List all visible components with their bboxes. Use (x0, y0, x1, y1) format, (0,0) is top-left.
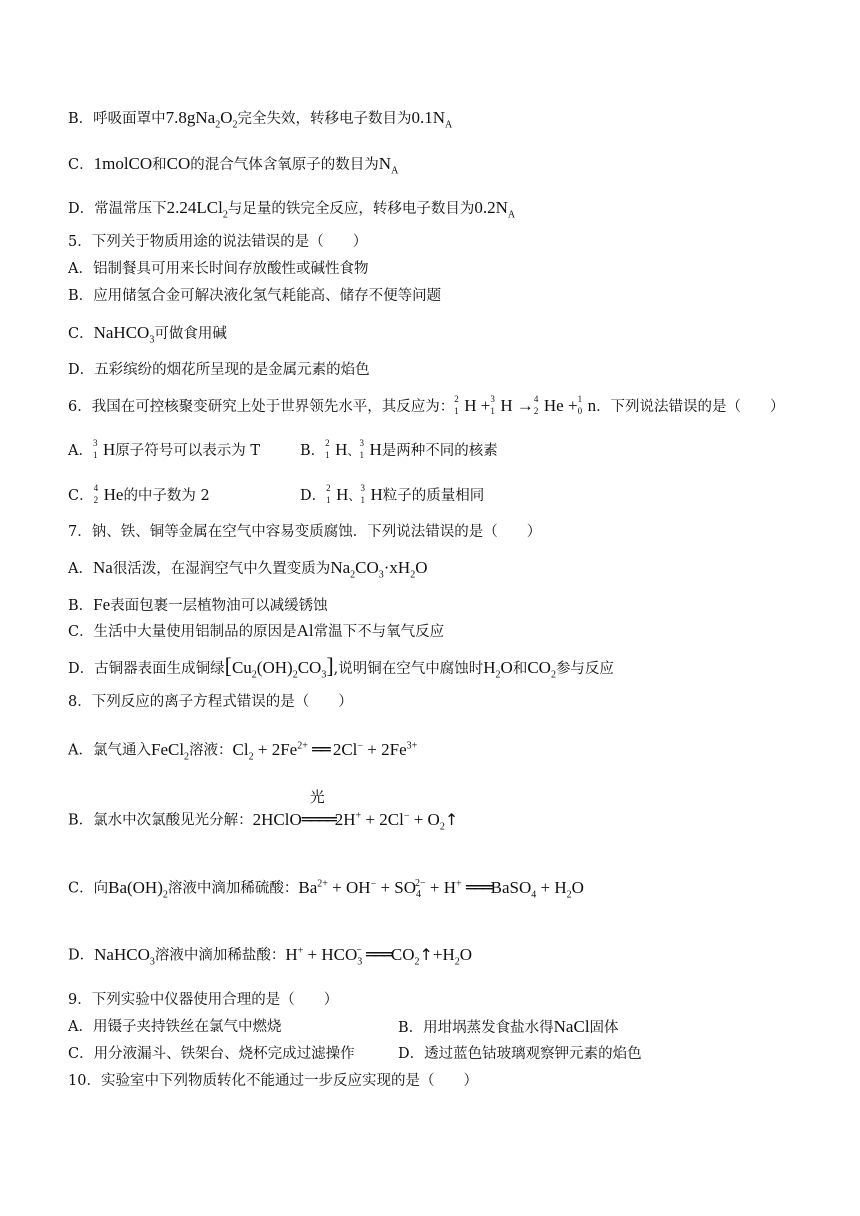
fusion-equation: 2 1 H + 3 1 H → 4 2 He + 1 0 n (454, 394, 597, 417)
equation-b: 2HClO 光 ════2H+ + $2Cl^- + O_2↑$ (252, 789, 459, 833)
formula-baoh2: $Ba(OH)_2$ (108, 877, 168, 901)
formula-fecl2: FeCl$_2$ (150, 739, 190, 763)
q7-a-text: 很活泼，在湿润空气中久置变质为 (112, 561, 331, 577)
q7-option-c (68, 621, 444, 642)
q8-stem: 8．下列反应的离子方程式错误的是（ ） (68, 694, 353, 710)
q4-c-and: 和 (152, 157, 167, 173)
formula-malachite: $[Cu_2(OH)_2CO_3]$ (224, 653, 334, 681)
q4-option-d (68, 198, 515, 225)
formula-1molco: 1molCO (93, 154, 153, 173)
symbol-al: Al (296, 621, 314, 640)
q5-option-a: A．铝制餐具可用来长时间存放酸性或碱性食物 (68, 261, 369, 277)
q7-option-b: B．Fe表面包裹一层植物油可以减缓锈蚀 (68, 595, 328, 614)
q4-d-text: D．常温常压下 (68, 201, 167, 217)
q7-b-text: 表面包裹一层植物油可以减缓锈蚀 (110, 598, 328, 614)
q8-b-text: B．氯水中次氯酸见光分解： (68, 812, 253, 829)
q8-d-text: 溶液中滴加稀盐酸： (154, 947, 286, 964)
q7-option-d (68, 653, 614, 685)
q6-a-text: 原子符号可以表示为 T (115, 443, 261, 459)
q4-b-text2: 完全失效，转移电子数目为 (237, 111, 412, 127)
q9-row-cd (68, 1044, 642, 1064)
formula-na: $N_A$ (378, 154, 399, 177)
q4-c-label: C． (68, 157, 94, 173)
q7-c-text2: 常温下不与氧气反应 (313, 624, 445, 640)
formula-01na: $0.1N_A$ (411, 108, 453, 131)
q6-a-label: A． (68, 443, 93, 459)
isotope-h3: 3 1 H (92, 438, 116, 461)
q7-option-a (68, 558, 428, 585)
q5-c-label: C． (68, 326, 94, 342)
q9-stem: 9．下列实验中仪器使用合理的是（ ） (68, 992, 339, 1008)
q8-option-d (68, 941, 472, 972)
formula-nahco3: NaHCO$_3$ (93, 323, 155, 346)
q8-a-text: A．氯气通入 (68, 742, 151, 759)
equation-c: $Ba^{2+} + OH^- + SO_4^{2-} + H^+$ ═══BaSO$_4$ + $H_2O$ (298, 877, 584, 901)
q6-option-d: D． 2 1 H、 3 1 H粒子的质量相同 (300, 483, 485, 506)
q7-a-label: A． (68, 561, 93, 577)
formula-na2co3-xh2o: $Na_2CO_3\cdot xH_2O$ (330, 558, 428, 581)
symbol-fe: Fe (93, 595, 111, 614)
formula-nahco3-d: NaHCO$_3$ (94, 944, 155, 968)
q4-d-text2: 与足量的铁完全反应，转移电子数目为 (227, 201, 475, 217)
q4-option-c (68, 154, 398, 181)
light-condition: 光 (309, 789, 325, 806)
q6-c-text: 的中子数为 2 (123, 488, 210, 504)
q7-d-text: D．古铜器表面生成铜绿 (68, 661, 225, 677)
q6-stem-tail: ．下列说法错误的是（ ） (596, 399, 785, 415)
q6-row-cd (68, 483, 485, 506)
formula-02na: $0.2N_A$ (474, 198, 516, 221)
q5-option-c (68, 323, 227, 350)
q8-d-label: D． (68, 947, 95, 964)
q5-option-b: B．应用储氢合金可解决液化氢气耗能高、储存不便等问题 (68, 288, 442, 304)
q4-b-text: B．呼吸面罩中 (68, 111, 166, 127)
q9-option-d: D．透过蓝色钴玻璃观察钾元素的焰色 (398, 1046, 642, 1062)
q10-stem: 10．实验室中下列物质转化不能通过一步反应实现的是（ ） (68, 1073, 478, 1089)
q7-stem: 7．钠、铁、铜等金属在空气中容易变质腐蚀．下列说法错误的是（ ） (68, 524, 542, 540)
equation-a: $Cl_2 + 2Fe^{2+}$ ══ $2Cl^- + 2Fe^{3+}$ (232, 739, 418, 763)
q7-d-text2: ,说明铜在空气中腐蚀时 (333, 661, 484, 677)
q9-option-b: B．用坩埚蒸发食盐水得NaCl固体 (398, 1017, 619, 1036)
formula-co2: $CO_2$ (527, 658, 556, 681)
formula-na2o2: $7.8gNa_2O_2$ (165, 108, 238, 131)
q8-option-a (68, 736, 417, 767)
q8-c-text: C．向 (68, 880, 109, 897)
q6-option-b: B． 2 1 H、 3 1 H是两种不同的核素 (300, 438, 498, 461)
formula-h2o: $H_2O$ (483, 658, 513, 681)
symbol-na: Na (92, 558, 113, 577)
q5-stem: 5．下列关于物质用途的说法错误的是（ ） (68, 234, 368, 250)
formula-224lcl2: 2.24LCl$_2$ (166, 198, 228, 221)
q9-option-a: A．用镊子夹持铁丝在氯气中燃烧 (68, 1019, 282, 1035)
q8-option-c (68, 874, 584, 905)
q9-option-c: C．用分液漏斗、铁架台、烧杯完成过滤操作 (68, 1046, 355, 1062)
q4-option-b (68, 108, 452, 135)
q8-a-text2: 溶液： (189, 742, 233, 759)
q4-c-text: 的混合气体含氧原子的数目为 (190, 157, 379, 173)
equation-d: $H^+ + HCO_3^-$ $═══CO_2↑+H_2O$ (285, 944, 473, 968)
q7-c-text: C．生活中大量使用铝制品的原因是 (68, 624, 297, 640)
q7-d-text3: 参与反应 (555, 661, 614, 677)
q8-option-b (68, 789, 459, 837)
q6-c-label: C． (68, 488, 94, 504)
q6-stem (68, 396, 785, 417)
isotope-he4: 4 2 He (93, 483, 124, 506)
q7-d-and: 和 (512, 661, 528, 677)
q6-row-ab (68, 438, 498, 461)
q5-c-text: 可做食用碱 (154, 326, 227, 342)
q5-option-d: D．五彩缤纷的烟花所呈现的是金属元素的焰色 (68, 362, 370, 378)
q8-c-text2: 溶液中滴加稀硫酸： (167, 880, 299, 897)
formula-co: CO (166, 154, 191, 173)
q6-stem-text: 6．我国在可控核聚变研究上处于世界领先水平，其反应为： (68, 399, 455, 415)
q9-row-ab (68, 1017, 619, 1037)
